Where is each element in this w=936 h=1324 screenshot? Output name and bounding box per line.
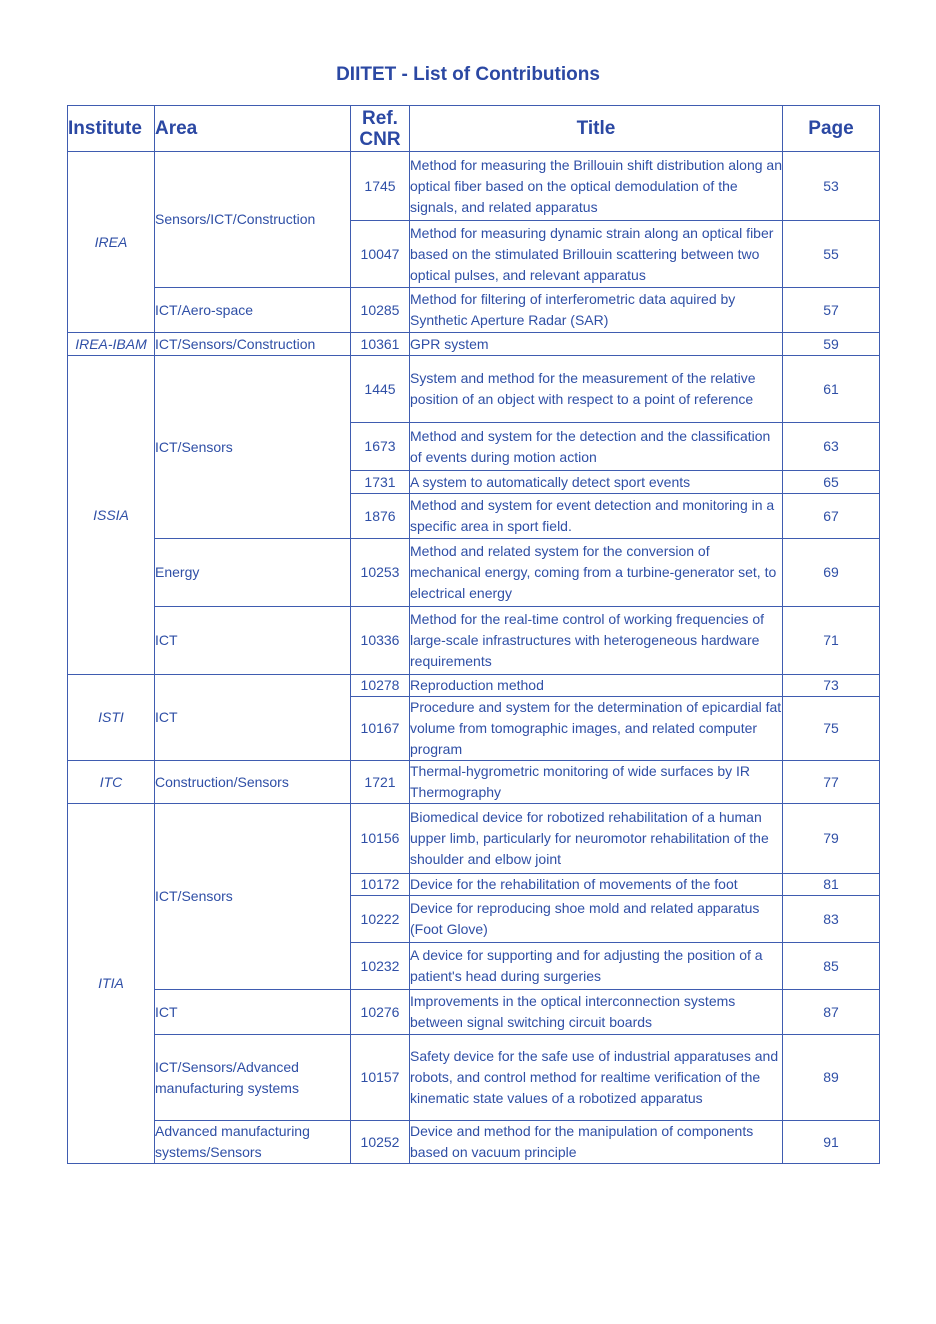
ref-cnr-cell: 1445 [351,356,410,423]
ref-cnr-cell: 10157 [351,1035,410,1121]
header-page: Page [783,106,880,152]
institute-cell: IREA-IBAM [68,333,155,356]
area-cell: ICT/Sensors [155,804,351,990]
table-row [68,1035,880,1121]
ref-cnr-cell: 1673 [351,423,410,471]
title-cell: GPR system [410,333,783,356]
ref-cnr-cell: 1721 [351,761,410,804]
page-cell: 61 [783,356,880,423]
page-cell: 91 [783,1121,880,1164]
ref-cnr-cell: 10047 [351,221,410,288]
title-cell: Device for reproducing shoe mold and related apparatus (Foot Glove) [410,896,783,943]
table-row [68,607,880,675]
area-cell: ICT/Aero-space [155,288,351,333]
title-cell: A device for supporting and for adjusting the position of a patient's head during surgeries [410,943,783,990]
page-cell: 65 [783,471,880,494]
ref-cnr-cell: 1731 [351,471,410,494]
header-title: Title [410,106,783,152]
area-cell: Advanced manufacturing systems/Sensors [155,1121,351,1164]
ref-cnr-cell: 10253 [351,539,410,607]
title-cell: Thermal-hygrometric monitoring of wide surfaces by IR Thermography [410,761,783,804]
document-title: DIITET - List of Contributions [336,64,600,85]
area-cell: ICT [155,607,351,675]
title-cell: Procedure and system for the determination of epicardial fat volume from tomographic images, and related computer program [410,697,783,761]
ref-cnr-cell: 1745 [351,152,410,221]
table-row [68,804,880,874]
title-cell: Method and system for the detection and the classification of events during motion action [410,423,783,471]
table-row [68,333,880,356]
ref-cnr-cell: 10156 [351,804,410,874]
table-row [68,990,880,1035]
page-cell: 77 [783,761,880,804]
title-cell: Method for the real-time control of working frequencies of large-scale infrastructures with heterogeneous hardware requirements [410,607,783,675]
header-institute: Institute [68,106,155,152]
title-cell: Device for the rehabilitation of movements of the foot [410,874,783,896]
page-cell: 59 [783,333,880,356]
contributions-table [67,105,880,1164]
table-row [68,1121,880,1164]
ref-cnr-cell: 10172 [351,874,410,896]
page-cell: 63 [783,423,880,471]
table-header [68,106,880,152]
header-ref-cnr [351,106,410,152]
title-cell: A system to automatically detect sport events [410,471,783,494]
area-cell: ICT [155,675,351,761]
ref-cnr-cell: 10285 [351,288,410,333]
page-cell: 69 [783,539,880,607]
title-cell: Method and related system for the conversion of mechanical energy, coming from a turbine-generator set, to electrical energy [410,539,783,607]
header-area: Area [155,106,351,152]
page-cell: 83 [783,896,880,943]
area-cell: Energy [155,539,351,607]
page-cell: 87 [783,990,880,1035]
page-cell: 53 [783,152,880,221]
header-ref-line2: CNR [359,128,401,150]
ref-cnr-cell: 10222 [351,896,410,943]
title-cell: Method and system for event detection and monitoring in a specific area in sport field. [410,494,783,539]
header-row [68,106,880,152]
page-cell: 55 [783,221,880,288]
title-cell: System and method for the measurement of the relative position of an object with respect to a point of reference [410,356,783,423]
page-cell: 75 [783,697,880,761]
institute-cell: ITC [68,761,155,804]
title-cell: Biomedical device for robotized rehabilitation of a human upper limb, particularly for neuromotor rehabilitation of the shoulder and elbow joint [410,804,783,874]
institute-cell: ITIA [68,804,155,1164]
ref-cnr-cell: 10232 [351,943,410,990]
page-cell: 71 [783,607,880,675]
header-ref-line1: Ref. [362,107,398,129]
title-cell: Device and method for the manipulation of components based on vacuum principle [410,1121,783,1164]
table-row [68,761,880,804]
page-cell: 89 [783,1035,880,1121]
ref-cnr-cell: 10361 [351,333,410,356]
title-cell: Method for measuring the Brillouin shift distribution along an optical fiber based on the optical demodulation of the signals, and related apparatus [410,152,783,221]
page-cell: 79 [783,804,880,874]
page-cell: 73 [783,675,880,697]
title-cell: Improvements in the optical interconnection systems between signal switching circuit boards [410,990,783,1035]
ref-cnr-cell: 1876 [351,494,410,539]
area-cell: ICT/Sensors [155,356,351,539]
table-body [68,152,880,1164]
page-cell: 67 [783,494,880,539]
ref-cnr-cell: 10167 [351,697,410,761]
page-cell: 81 [783,874,880,896]
area-cell: ICT/Sensors/Construction [155,333,351,356]
title-cell: Safety device for the safe use of industrial apparatuses and robots, and control method for realtime verification of the kinematic state values of a robotized apparatus [410,1035,783,1121]
table-row [68,356,880,423]
page-cell: 85 [783,943,880,990]
title-cell: Method for measuring dynamic strain along an optical fiber based on the stimulated Brillouin scattering between two optical pulses, and relevant apparatus [410,221,783,288]
title-cell: Reproduction method [410,675,783,697]
ref-cnr-cell: 10252 [351,1121,410,1164]
table-row [68,288,880,333]
area-cell: Sensors/ICT/Construction [155,152,351,288]
area-cell: ICT/Sensors/Advanced manufacturing systems [155,1035,351,1121]
institute-cell: ISSIA [68,356,155,675]
title-cell: Method for filtering of interferometric data aquired by Synthetic Aperture Radar (SAR) [410,288,783,333]
area-cell: Construction/Sensors [155,761,351,804]
table-row [68,539,880,607]
area-cell: ICT [155,990,351,1035]
institute-cell: IREA [68,152,155,333]
ref-cnr-cell: 10278 [351,675,410,697]
table-row [68,152,880,221]
ref-cnr-cell: 10276 [351,990,410,1035]
table-row [68,675,880,697]
page-cell: 57 [783,288,880,333]
institute-cell: ISTI [68,675,155,761]
ref-cnr-cell: 10336 [351,607,410,675]
